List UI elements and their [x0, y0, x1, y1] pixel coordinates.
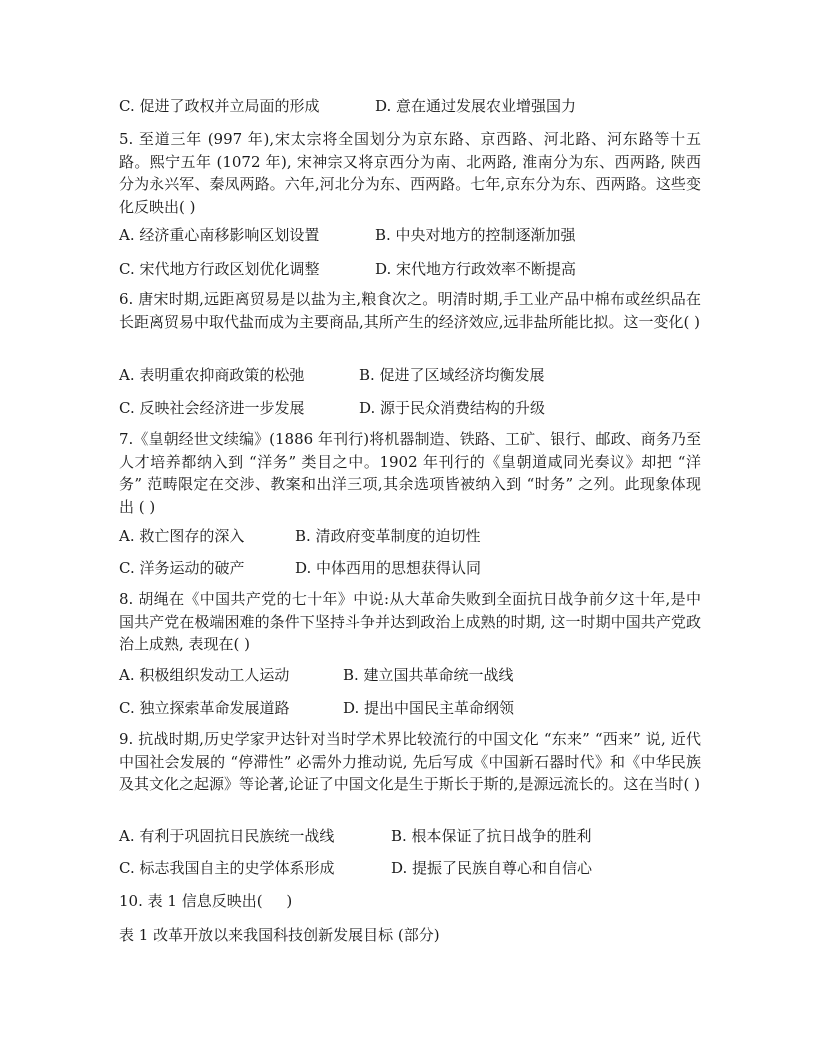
- option-d: D. 宋代地方行政效率不断提高: [375, 260, 577, 278]
- option-a: A. 救亡图存的深入: [119, 527, 245, 545]
- option-d: D. 意在通过发展农业增强国力: [375, 97, 577, 115]
- question-10-stem: 10. 表 1 信息反映出( ): [119, 892, 293, 910]
- option-d: D. 中体西用的思想获得认同: [295, 559, 482, 577]
- option-c: C. 促进了政权并立局面的形成: [119, 97, 320, 115]
- option-d: D. 源于民众消费结构的升级: [359, 399, 546, 417]
- question-9-stem: 9. 抗战时期,历史学家尹达针对当时学术界比较流行的中国文化 “东来” “西来” 说, 近代中国社会发展的 “停滞性” 必需外力推动说, 先后写成《中国新石器时代》和《中华民族及其文化之起源》等论著,论证了中国文化是生于斯长于斯的,是源远流长的。这在当时( ): [119, 730, 701, 793]
- option-c: C. 洋务运动的破产: [119, 559, 245, 577]
- option-b: B. 根本保证了抗日战争的胜利: [391, 827, 592, 845]
- question-8-stem: 8. 胡绳在《中国共产党的七十年》中说:从大革命失败到全面抗日战争前夕这十年,是中国共产党在极端困难的条件下坚持斗争并达到政治上成熟的时期, 这一时期中国共产党政治上成熟, 表现在( ): [119, 590, 701, 653]
- option-c: C. 宋代地方行政区划优化调整: [119, 260, 320, 278]
- option-a: A. 经济重心南移影响区划设置: [119, 226, 320, 244]
- option-d: D. 提振了民族自尊心和自信心: [391, 859, 593, 877]
- option-a: A. 有利于巩固抗日民族统一战线: [119, 827, 335, 845]
- option-b: B. 建立国共革命统一战线: [343, 666, 514, 684]
- option-b: B. 促进了区域经济均衡发展: [359, 366, 545, 384]
- table-caption: 表 1 改革开放以来我国科技创新发展目标 (部分): [119, 926, 440, 944]
- option-b: B. 中央对地方的控制逐渐加强: [375, 226, 576, 244]
- option-a: A. 表明重农抑商政策的松弛: [119, 366, 305, 384]
- option-d: D. 提出中国民主革命纲领: [343, 699, 515, 717]
- option-c: C. 独立探索革命发展道路: [119, 699, 290, 717]
- question-5-stem: 5. 至道三年 (997 年),宋太宗将全国划分为京东路、京西路、河北路、河东路等十五路。熙宁五年 (1072 年), 宋神宗又将京西分为南、北两路, 淮南分为东、西两路, 陕西分为永兴军、秦凤两路。六年,河北分为东、西两路。七年,京东分为东、西两路。这些变化反映出( ): [119, 130, 701, 216]
- option-c: C. 反映社会经济进一步发展: [119, 399, 305, 417]
- question-7-stem: 7.《皇朝经世文续编》(1886 年刊行)将机器制造、铁路、工矿、银行、邮政、商务乃至人才培养都纳入到 “洋务” 类目之中。1902 年刊行的《皇朝道咸同光奏议》却把 “洋务” 范畴限定在交涉、教案和出洋三项,其余选项皆被纳入到 “时务” 之列。此现象体现出 ( ): [119, 430, 701, 516]
- option-c: C. 标志我国自主的史学体系形成: [119, 859, 335, 877]
- option-a: A. 积极组织发动工人运动: [119, 666, 290, 684]
- question-6-stem: 6. 唐宋时期,远距离贸易是以盐为主,粮食次之。明清时期,手工业产品中棉布或丝织品在长距离贸易中取代盐而成为主要商品,其所产生的经济效应,远非盐所能比拟。这一变化( ): [119, 290, 701, 331]
- option-b: B. 清政府变革制度的迫切性: [295, 527, 481, 545]
